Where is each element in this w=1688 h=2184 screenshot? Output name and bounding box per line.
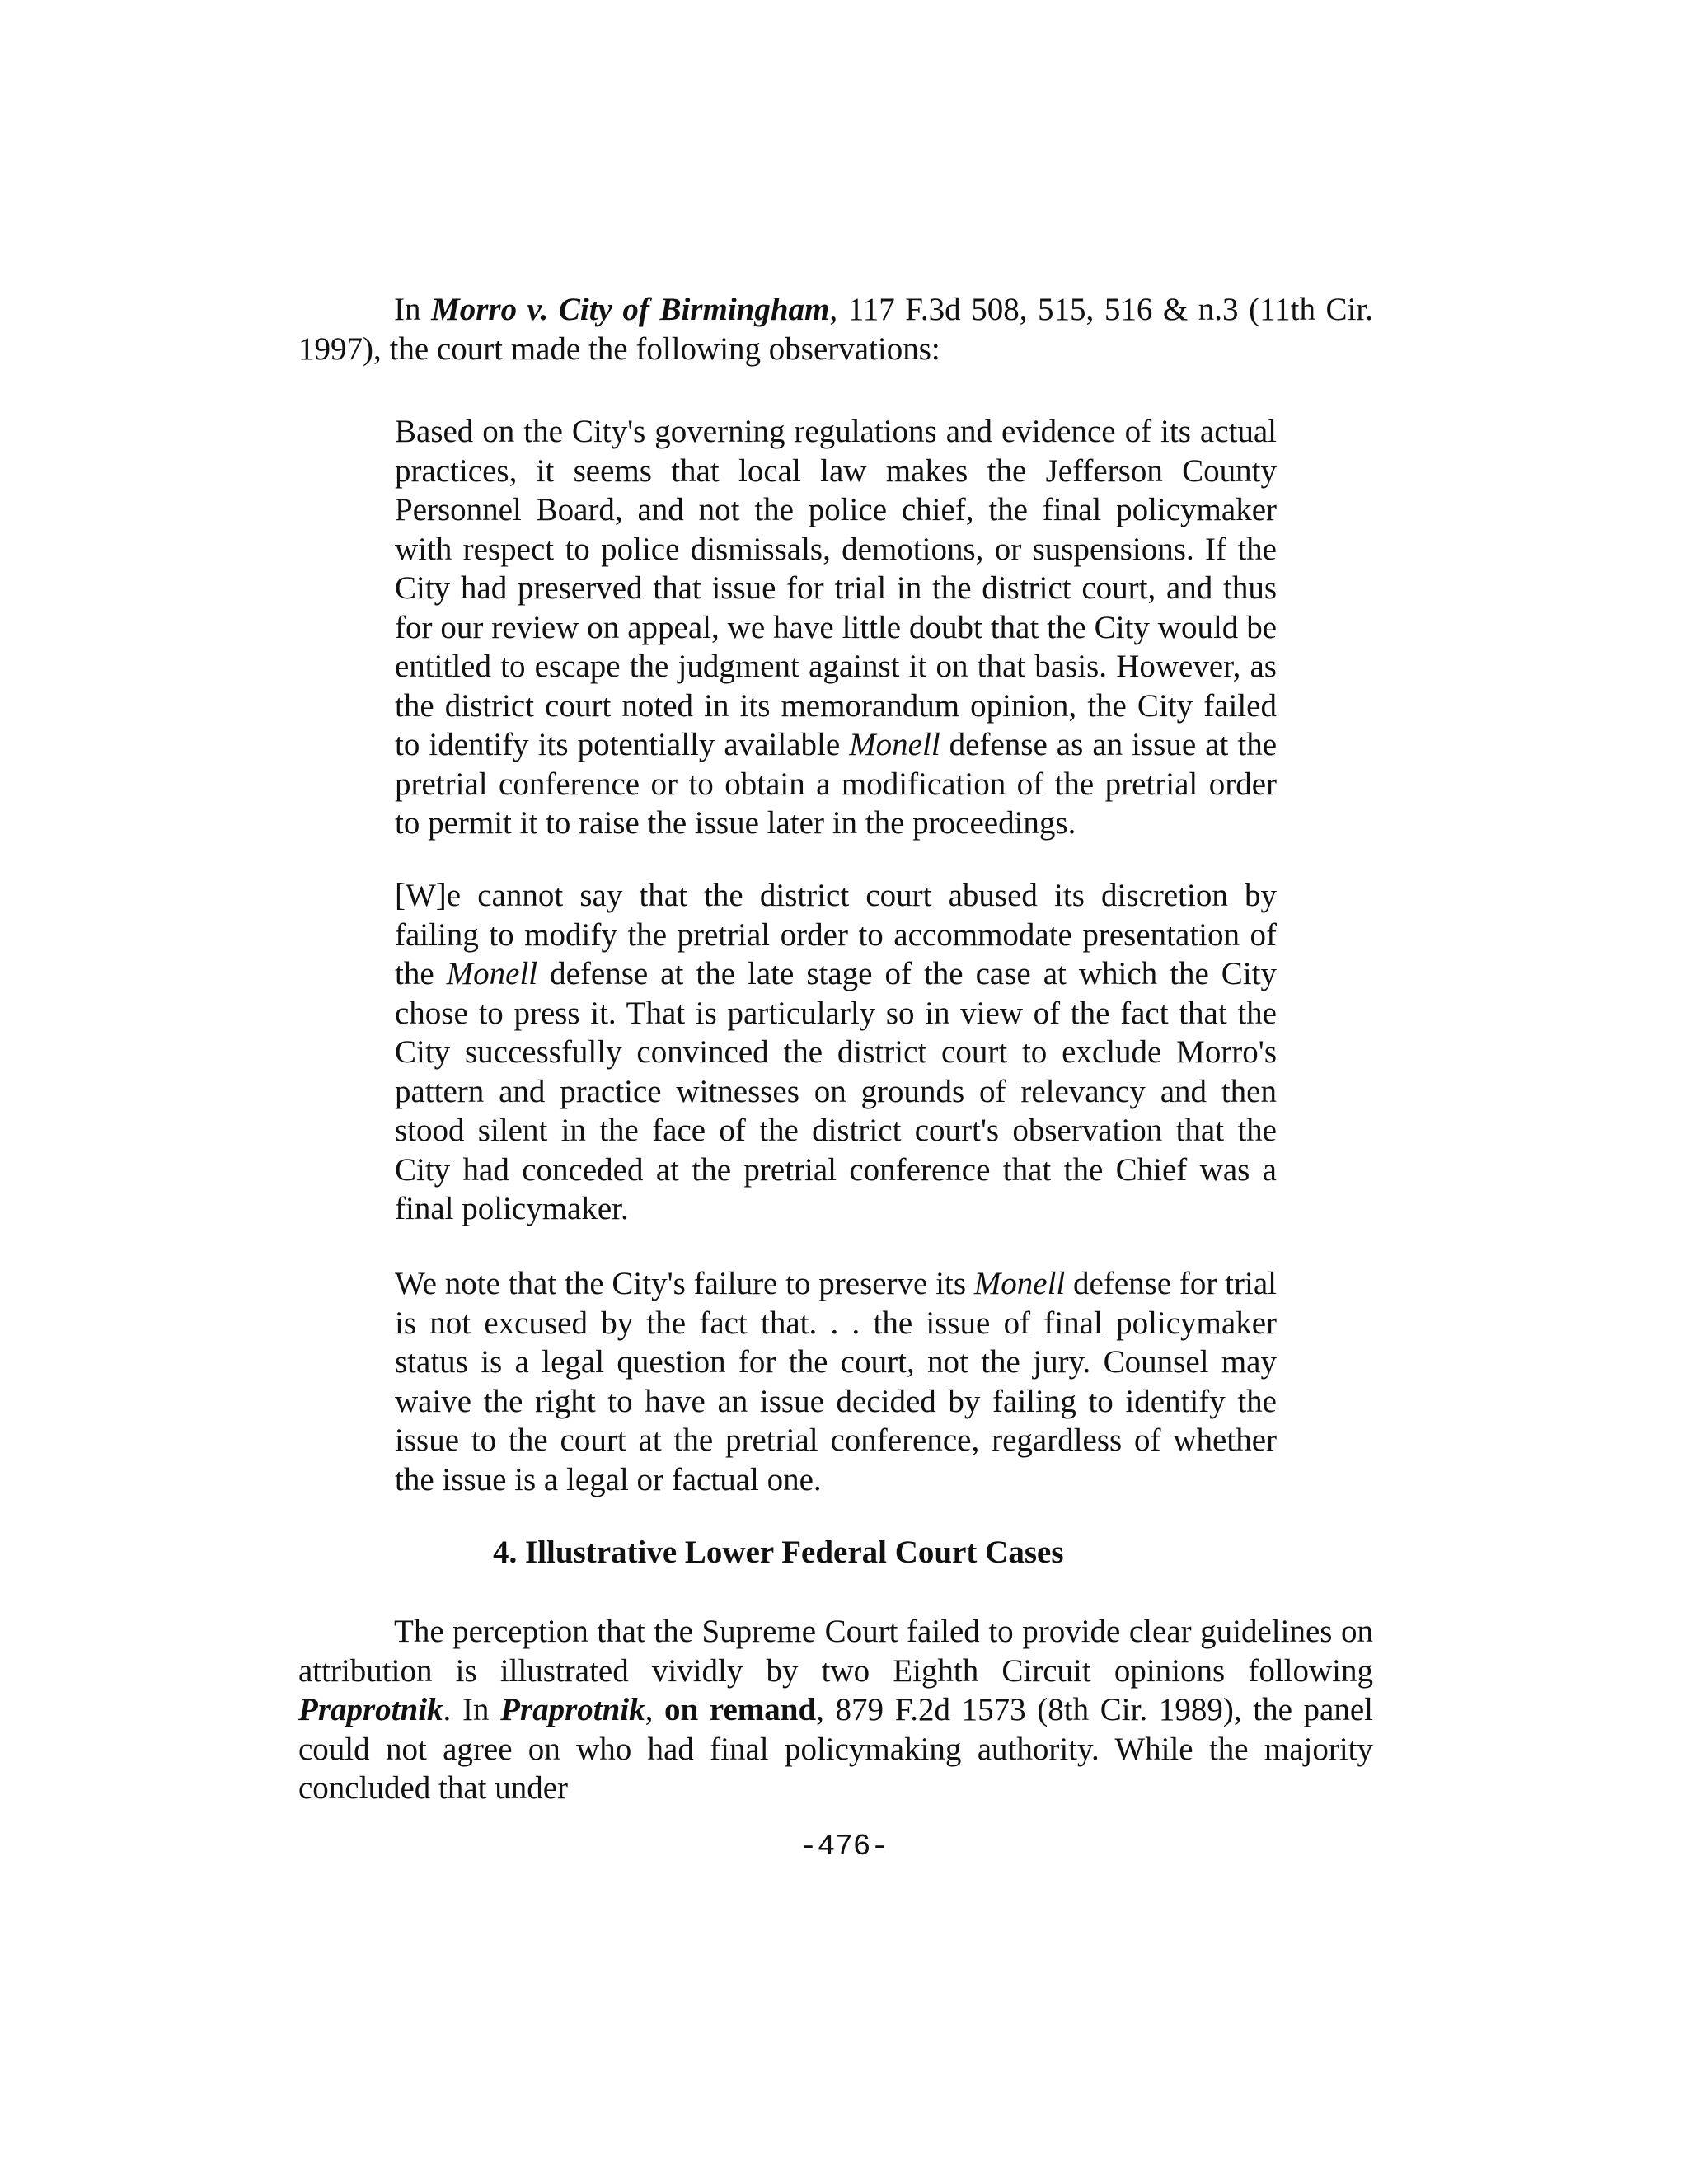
section-heading: 4. Illustrative Lower Federal Court Cases — [493, 1535, 1064, 1570]
quote-paragraph-1 — [395, 412, 1277, 843]
quote-text: defense as an issue at the pretrial conference or to obtain a modification of the pretrial order to permit it to raise the issue later in the proceedings. — [395, 727, 1278, 841]
case-name-morro: Morro v. City of Birmingham — [431, 292, 830, 327]
body-paragraph — [298, 1612, 1373, 1808]
quote-text: defense for trial is not excused by the fact that. . . the issue of final policymaker status is a legal question for the court, not the jury. Counsel may waive the right to have an issue decided by failing to identify the issue to the court at the pretrial conference, regardless of whether the issue is a legal or factual one. — [395, 1266, 1277, 1497]
quote-text: Based on the City's governing regulations and evidence of its actual practices, it seems that local law makes the Jefferson County Personnel Board, and not the police chief, the final policymaker with respect to police dismissals, demotions, or suspensions. If the City had preserved that issue for trial in the district court, and thus for our review on appeal, we have little doubt that the City would be entitled to escape the judgment against it on that basis. However, as the district court noted in its memorandum opinion, the City failed to identify its potentially available — [395, 414, 1277, 762]
case-name-praprotnik: Praprotnik — [298, 1692, 443, 1727]
quote-text: [W]e cannot say that the district court abused its discretion by failing to modify the pretrial order to accommodate presentation of the — [395, 878, 1277, 991]
monell-term: Monell — [973, 1266, 1066, 1301]
monell-term: Monell — [849, 727, 940, 762]
on-remand-label: on remand — [664, 1692, 817, 1727]
intro-paragraph — [298, 290, 1373, 368]
quote-paragraph-2 — [395, 876, 1277, 1229]
body-text: , 879 F.2d 1573 (8th Cir. 1989), the panel could not agree on who had final policymaking authority. While the majority concluded that under — [298, 1692, 1373, 1806]
monell-term: Monell — [446, 956, 538, 991]
quote-paragraph-3 — [395, 1264, 1277, 1499]
intro-lead: In — [394, 292, 432, 327]
quote-text: We note that the City's failure to preserve its — [395, 1266, 974, 1301]
page-number: -476- — [799, 1830, 889, 1863]
body-text: . In — [443, 1692, 501, 1727]
case-name-praprotnik: Praprotnik — [500, 1692, 645, 1727]
body-text: , — [645, 1692, 665, 1727]
quote-text: defense at the late stage of the case at which the City chose to press it. That is particularly so in view of the fact that the City successfully convinced the district court to exclude Morro's pattern and practice witnesses on grounds of relevancy and then stood silent in the face of the district court's observation that the City had conceded at the pretrial conference that the Chief was a final policymaker. — [395, 956, 1277, 1226]
intro-citation: , 117 F.3d 508, 515, 516 & n.3 (11th Cir. 1997), the court made the following observations: — [298, 292, 1373, 367]
body-text: The perception that the Supreme Court failed to provide clear guidelines on attribution is illustrated vividly by two Eighth Circuit opinions following — [298, 1614, 1373, 1689]
